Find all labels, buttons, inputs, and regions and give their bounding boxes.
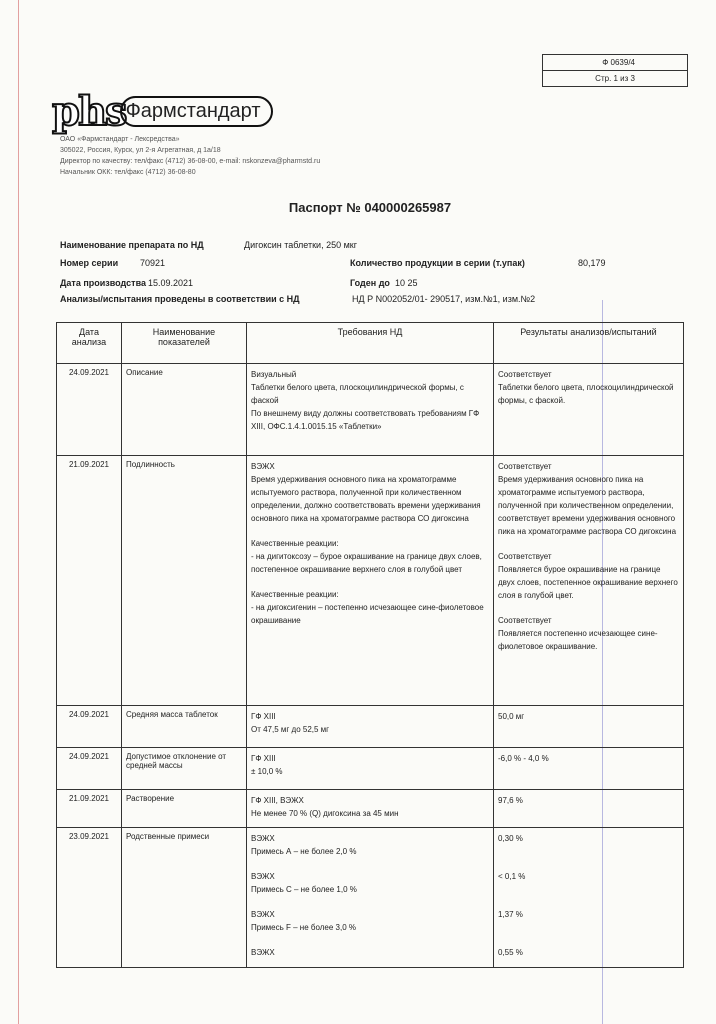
form-code-box [542, 54, 688, 87]
cell-result [494, 748, 684, 790]
table-row [57, 364, 684, 456]
table-row [57, 748, 684, 790]
cell-indicator: Родственные примеси [122, 828, 247, 968]
expiry-label: Годен до [350, 278, 390, 288]
cell-result [494, 828, 684, 968]
cell-result-paragraph: Соответствует Появляется бурое окрашивание на границе двух слоев, постепенное окрашивание верхнего слоя в голубой цвет. [498, 552, 678, 600]
cell-date: 24.09.2021 [57, 364, 122, 456]
cell-requirement-paragraph: ВЭЖХ Время удерживания основного пика на хроматограмме испытуемого раствора, полученной при количественном определении, должно соответствовать времени удерживания основного пика на хроматограмме раствора СО дигоксина [251, 462, 481, 523]
cell-requirement [247, 456, 494, 706]
cell-result-paragraph: < 0,1 % [498, 872, 526, 881]
cell-requirement-paragraph: ВЭЖХ Примесь А – не более 2,0 % [251, 834, 357, 856]
cell-indicator: Растворение [122, 790, 247, 828]
cell-date: 24.09.2021 [57, 748, 122, 790]
drug-value: Дигоксин таблетки, 250 мкг [244, 240, 357, 250]
cell-result-paragraph: Соответствует Таблетки белого цвета, плоскоцилиндрической формы, с фаской. [498, 370, 674, 405]
series-value: 70921 [140, 258, 166, 268]
cell-result [494, 790, 684, 828]
table-row [57, 828, 684, 968]
cell-requirement-paragraph: ВЭЖХ [251, 948, 275, 957]
cell-requirement-paragraph: Качественные реакции: - на дигоксигенин – постепенно исчезающее сине-фиолетовое окрашивание [251, 590, 484, 625]
cell-requirement [247, 706, 494, 748]
passport-title: Паспорт № 040000265987 [288, 200, 452, 215]
cell-requirement-paragraph: ГФ XIII ± 10,0 % [251, 754, 283, 776]
cell-result-paragraph: 0,55 % [498, 948, 523, 957]
company-line-3: Директор по качеству: тел/факс (4712) 36-08-00, e-mail: nskonzeva@pharmstd.ru [60, 158, 321, 165]
header-name: Наименование показателей [122, 323, 247, 364]
header-results: Результаты анализов/испытаний [494, 323, 684, 364]
analysis-table [56, 322, 684, 968]
cell-result [494, 706, 684, 748]
cell-indicator: Подлинность [122, 456, 247, 706]
cell-requirement-paragraph: ГФ XIII, ВЭЖХ Не менее 70 % (Q) дигоксина за 45 мин [251, 796, 399, 818]
quantity-value: 80,179 [578, 258, 606, 268]
cell-result-paragraph: Соответствует Появляется постепенно исчезающее сине-фиолетовое окрашивание. [498, 616, 658, 651]
header-requirements: Требования НД [247, 323, 494, 364]
cell-requirement-paragraph: ВЭЖХ Примесь С – не более 1,0 % [251, 872, 357, 894]
tests-value: НД Р N002052/01- 290517, изм.№1, изм.№2 [352, 294, 536, 304]
cell-date: 24.09.2021 [57, 706, 122, 748]
table-row [57, 790, 684, 828]
cell-result-paragraph: 50,0 мг [498, 712, 525, 721]
company-logo [52, 88, 273, 135]
cell-result [494, 456, 684, 706]
cell-result-paragraph: 0,30 % [498, 834, 523, 843]
margin-line-left [18, 0, 19, 1024]
company-line-1: ОАО «Фармстандарт - Лексредства» [60, 136, 180, 143]
company-line-4: Начальник ОКК: тел/факс (4712) 36-08-80 [60, 169, 196, 176]
production-date-value: 15.09.2021 [148, 278, 194, 288]
table-header-row [57, 323, 684, 364]
table-row [57, 456, 684, 706]
cell-requirement [247, 790, 494, 828]
cell-requirement-paragraph: Визуальный Таблетки белого цвета, плоскоцилиндрической формы, с фаской По внешнему виду должны соответствовать требованиям ГФ XIII, ОФС.1.4.1.0015.15 «Таблетки» [251, 370, 480, 431]
cell-indicator: Допустимое отклонение от средней массы [122, 748, 247, 790]
cell-requirement-paragraph: ГФ XIII От 47,5 мг до 52,5 мг [251, 712, 330, 734]
cell-requirement-paragraph: ВЭЖХ Примесь F – не более 3,0 % [251, 910, 356, 932]
cell-indicator: Описание [122, 364, 247, 456]
cell-requirement [247, 364, 494, 456]
expiry-value: 10 25 [395, 278, 418, 288]
quantity-label: Количество продукции в серии (т.упак) [350, 258, 525, 268]
cell-requirement [247, 748, 494, 790]
cell-result [494, 364, 684, 456]
cell-date: 21.09.2021 [57, 790, 122, 828]
header-date: Дата анализа [57, 323, 122, 364]
cell-date: 21.09.2021 [57, 456, 122, 706]
company-line-2: 305022, Россия, Курск, ул 2-я Агрегатная, д 1а/18 [60, 147, 221, 154]
cell-result-paragraph: Соответствует Время удерживания основного пика на хроматограмме испытуемого раствора, полученной при количественном определении, соответствует времени удерживания основного пика на хроматограмме раствора СО дигоксина [498, 462, 677, 536]
logo-name: Фармстандарт [120, 96, 273, 127]
series-label: Номер серии [60, 258, 119, 268]
drug-label: Наименование препарата по НД [60, 240, 204, 250]
logo-mark: phs [52, 88, 126, 135]
page-number: Стр. 1 из 3 [543, 70, 687, 86]
cell-requirement [247, 828, 494, 968]
cell-result-paragraph: 97,6 % [498, 796, 523, 805]
cell-indicator: Средняя масса таблеток [122, 706, 247, 748]
cell-result-paragraph: -6,0 % - 4,0 % [498, 754, 549, 763]
form-code: Ф 0639/4 [602, 58, 635, 67]
cell-date: 23.09.2021 [57, 828, 122, 968]
table-row [57, 706, 684, 748]
cell-requirement-paragraph: Качественные реакции: - на дигитоксозу – бурое окрашивание на границе двух слоев, постепенное окрашивание верхнего слоя в голубой цвет [251, 539, 482, 574]
cell-result-paragraph: 1,37 % [498, 910, 523, 919]
production-date-label: Дата производства [60, 278, 146, 288]
tests-label: Анализы/испытания проведены в соответствии с НД [60, 294, 300, 304]
